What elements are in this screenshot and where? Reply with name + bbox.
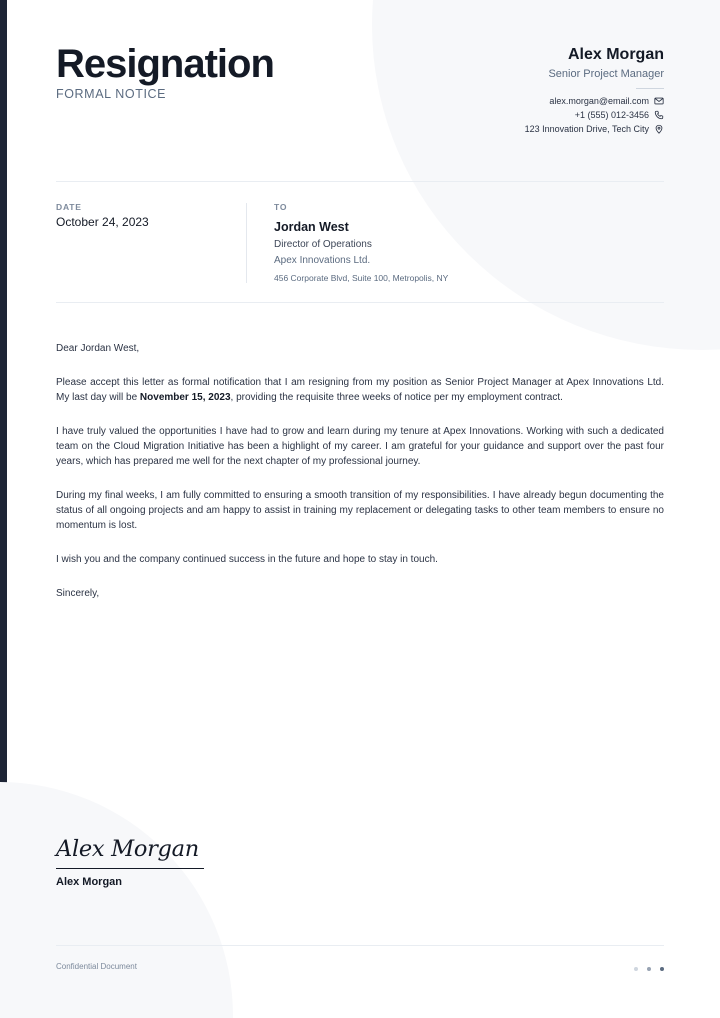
- meta-vertical-divider: [246, 203, 247, 283]
- contact-address: [525, 124, 664, 134]
- page-dot-3: [660, 967, 664, 971]
- closing: Sincerely,: [56, 588, 100, 599]
- email-text[interactable]: alex.morgan@email.com: [549, 96, 649, 106]
- map-pin-icon: [654, 124, 664, 134]
- recipient-company: Apex Innovations Ltd.: [274, 255, 371, 266]
- date-label: DATE: [56, 202, 82, 212]
- paragraph-1-end: , providing the requisite three weeks of notice per my employment contract.: [230, 392, 563, 403]
- header-divider: [56, 181, 664, 182]
- page-dots: [634, 967, 664, 971]
- footer-text: Confidential Document: [56, 962, 137, 971]
- contact-email: [549, 96, 664, 106]
- signature-script: Alex Morgan: [56, 836, 199, 862]
- mail-icon: [654, 96, 664, 106]
- page-dot-1: [634, 967, 638, 971]
- sender-divider: [636, 88, 664, 89]
- salutation: Dear Jordan West,: [56, 343, 140, 354]
- to-label: TO: [274, 202, 288, 212]
- sender-name: Alex Morgan: [567, 46, 664, 63]
- meta-divider: [56, 302, 664, 303]
- signature-line: [56, 868, 204, 869]
- paragraph-1-start: Please accept this letter as formal notification that I am resigning from my position as Senior Project Manager at Apex Innovations Ltd. My last day will be: [56, 377, 664, 403]
- signature-printed-name: Alex Morgan: [56, 876, 123, 888]
- recipient-address: 456 Corporate Blvd, Suite 100, Metropolis, NY: [274, 273, 449, 283]
- paragraph-4: I wish you and the company continued success in the future and hope to stay in touch.: [56, 554, 438, 565]
- paragraph-1: [56, 375, 664, 405]
- contact-phone: [575, 110, 664, 120]
- decorative-circle-bottom: [0, 782, 233, 1018]
- paragraph-2: I have truly valued the opportunities I have had to grow and learn during my tenure at Apex Innovations. Working with such a dedicated team on the Cloud Migration Initiative has been a highlight of my career. I am grateful for your guidance and support over the past four years, which has prepared me well for the next chapter of my professional journey.: [56, 426, 664, 467]
- phone-text[interactable]: +1 (555) 012-3456: [574, 110, 649, 120]
- letter-date: October 24, 2023: [56, 215, 149, 229]
- address-text: 123 Innovation Drive, Tech City: [524, 124, 649, 134]
- sender-role: Senior Project Manager: [548, 68, 664, 80]
- recipient-name: Jordan West: [274, 220, 349, 234]
- page-subtitle: FORMAL NOTICE: [56, 87, 167, 101]
- recipient-title: Director of Operations: [274, 239, 372, 250]
- page-dot-2: [647, 967, 651, 971]
- last-day-date: November 15, 2023: [139, 392, 231, 403]
- page-title: Resignation: [56, 42, 274, 86]
- footer-divider: [56, 945, 664, 946]
- phone-icon: [654, 110, 664, 120]
- decorative-circle-top: [372, 0, 720, 350]
- paragraph-3: During my final weeks, I am fully committed to ensuring a smooth transition of my responsibilities. I have already begun documenting the status of all ongoing projects and am happy to assist in training my replacement or delegating tasks to other team members to ensure no momentum is lost.: [56, 490, 664, 531]
